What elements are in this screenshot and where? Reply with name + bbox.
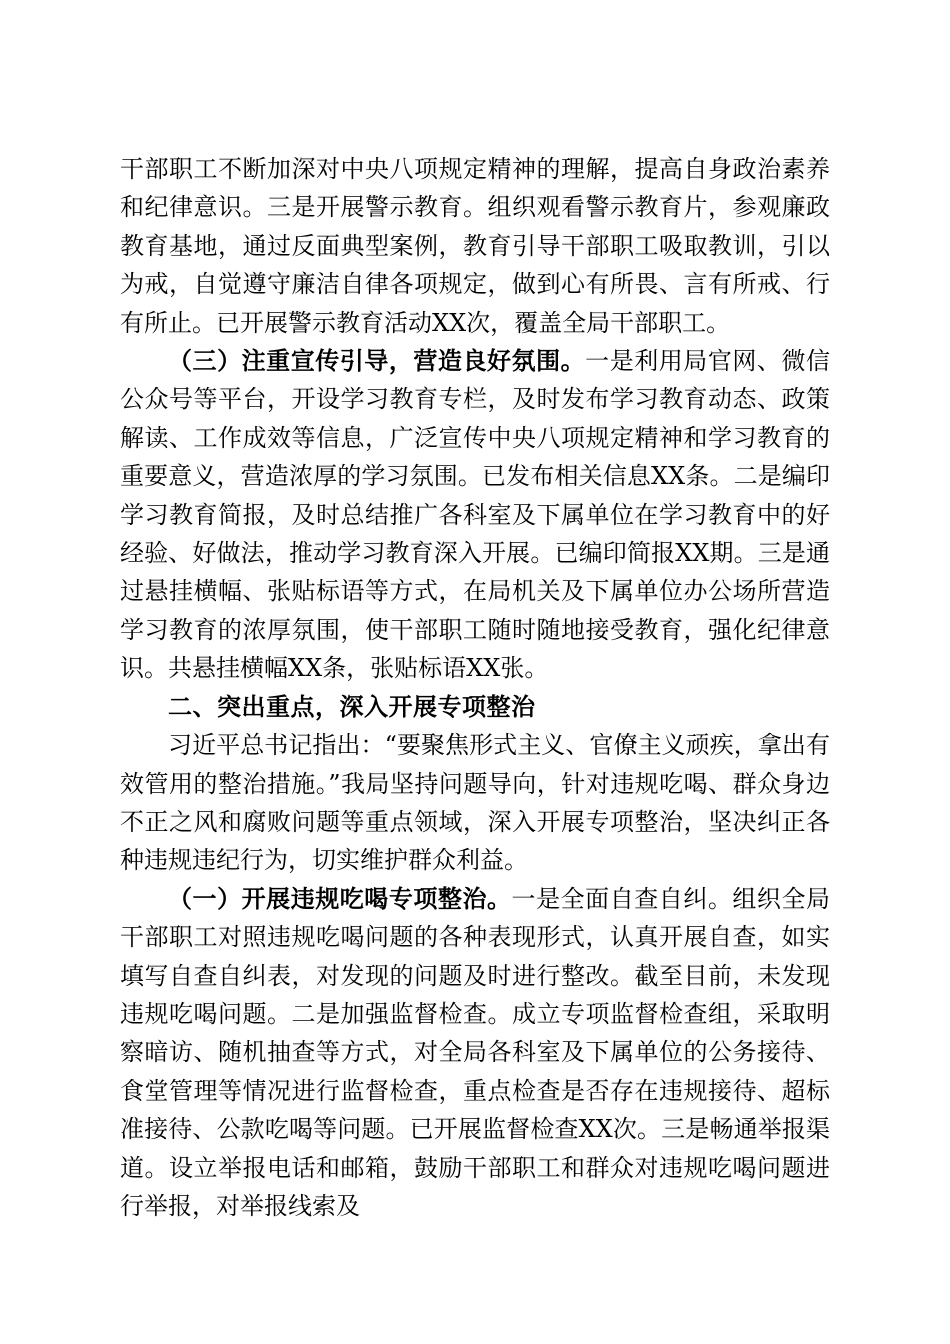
paragraph-quote: 习近平总书记指出：“要聚焦形式主义、官僚主义顽疾，拿出有效管用的整治措施。”我局坚持问题导向，针对违规吃喝、群众身边不正之风和腐败问题等重点领域，深入开展专项整治，坚决纠正各种违规违纪行为，切实维护群众利益。 bbox=[120, 731, 830, 875]
paragraph-dining-rectification bbox=[120, 880, 830, 1226]
subsection-title-3: （三）注重宣传引导，营造良好氛围。 bbox=[168, 346, 586, 376]
paragraph-dining-body: 一是全面自查自纠。组织全局干部职工对照违规吃喝问题的各种表现形式，认真开展自查，如实填写自查自纠表，对发现的问题及时进行整改。截至目前，未发现违规吃喝问题。二是加强监督检查。成立专项监督检查组，采取明察暗访、随机抽查等方式，对全局各科室及下属单位的公务接待、食堂管理等情况进行监督检查，重点检查是否存在违规接待、超标准接待、公款吃喝等问题。已开展监督检查XX次。三是畅通举报渠道。设立举报电话和邮箱，鼓励干部职工和群众对违规吃喝问题进行举报，对举报线索及 bbox=[120, 884, 831, 1220]
paragraph-publicity-body: 一是利用局官网、微信公众号等平台，开设学习教育专栏，及时发布学习教育动态、政策解读、工作成效等信息，广泛宣传中央八项规定精神和学习教育的重要意义，营造浓厚的学习氛围。已发布相关信息XX条。二是编印学习教育简报，及时总结推广各科室及下属单位在学习教育中的好经验、好做法，推动学习教育深入开展。已编印简报XX期。三是通过悬挂横幅、张贴标语等方式，在局机关及下属单位办公场所营造学习教育的浓厚氛围，使干部职工随时随地接受教育，强化纪律意识。共悬挂横幅XX条，张贴标语XX张。 bbox=[120, 347, 831, 683]
paragraph-continuation: 干部职工不断加深对中央八项规定精神的理解，提高自身政治素养和纪律意识。三是开展警示教育。组织观看警示教育片，参观廉政教育基地，通过反面典型案例，教育引导干部职工吸取教训，引以为戒，自觉遵守廉洁自律各项规定，做到心有所畏、言有所戒、行有所止。已开展警示教育活动XX次，覆盖全局干部职工。 bbox=[120, 155, 830, 337]
document-body bbox=[120, 150, 830, 1225]
paragraph-publicity bbox=[120, 342, 830, 688]
section-heading-2: 二、突出重点，深入开展专项整治 bbox=[168, 692, 536, 721]
subsection-title-1: （一）开展违规吃喝专项整治。 bbox=[168, 883, 512, 913]
